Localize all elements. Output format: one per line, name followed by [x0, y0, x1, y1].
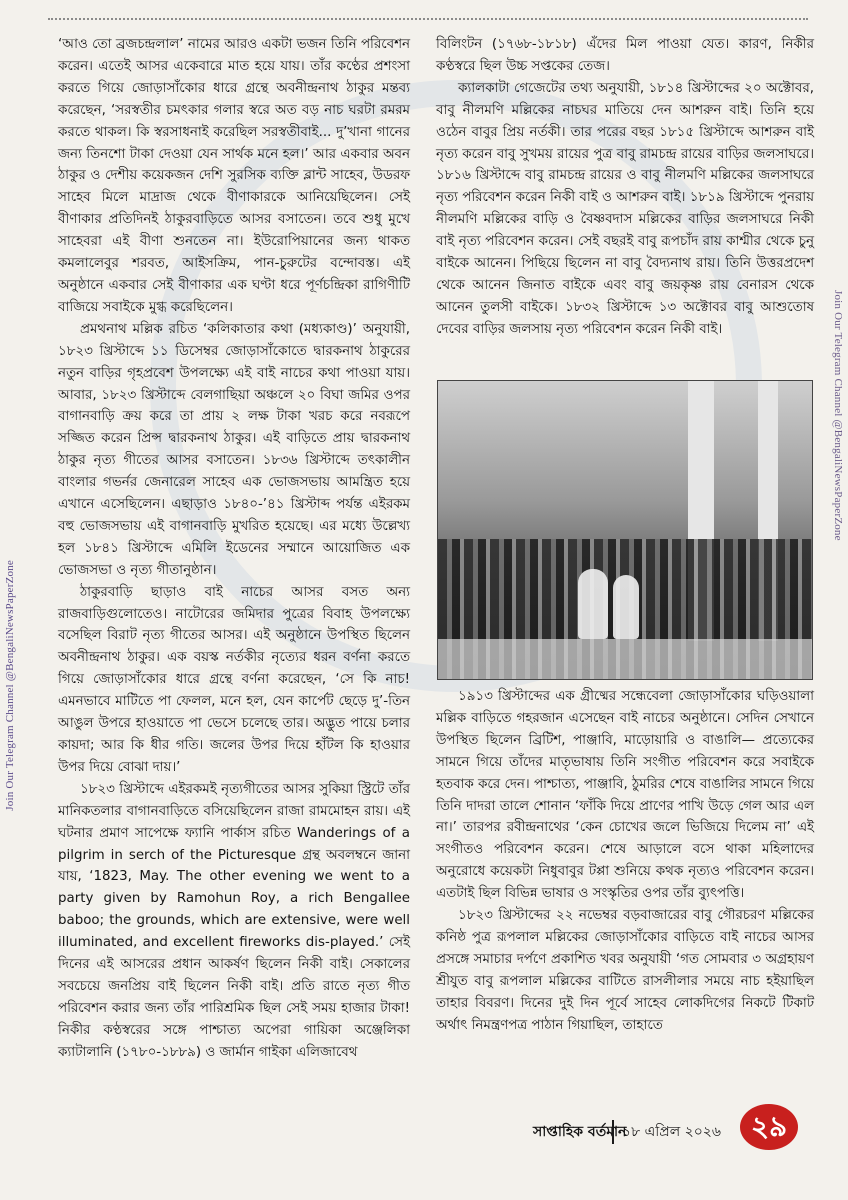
floor-shape: [438, 639, 812, 679]
paragraph: ১৯১৩ খ্রিস্টাব্দের এক গ্রীষ্মের সন্ধেবেলা জোড়াসাঁকোর ঘড়িওয়ালা মল্লিক বাড়িতে গহরজান এসেছেন বাই নাচের অনুষ্ঠানে। সেদিন সেখানে উপস্থিত ছিলেন ব্রিটিশ, পাঞ্জাবি, মাড়োয়ারি ও বাঙালি— প্রত্যেকের সামনে গিয়ে তাঁদের মাতৃভাষায় তিনি সংগীত পরিবেশন করে সবাইকে হতবাক করে দেন। পাশ্চাত্য, পাঞ্জাবি, ঠুমরির শেষে বাঙালির সামনে গিয়ে তিনি দাদরা তালে শোনান ‘ফাঁকি দিয়ে প্রাণের পাখি উড়ে গেল আর এল না।’ তারপর রবীন্দ্রনাথের ‘কেন চোখের জলে ভিজিয়ে দিলেম না’ এই সংগীতও পরিবেশন করেন। শেষে আড়ালে বসে থাকা মহিলাদের অনুরোধে কয়েকটা নিধুবাবুর টপ্পা শুনিয়ে কথক নৃত্যও পরিবেশন করেন। এতটাই ছিল বিভিন্ন ভাষার ও সংস্কৃতির ওপর তাঁর ব্যুৎপত্তি।: [436, 689, 814, 902]
issue-date: ১৮ এপ্রিল ২০২৬: [612, 1120, 721, 1144]
paragraph: ঠাকুরবাড়ি ছাড়াও বাই নাচের আসর বসত অন্য রাজবাড়িগুলোতেও। নাটোরের জমিদার পুত্রের বিবাহ উপলক্ষ্যে বসেছিল বিরাট নৃত্য গীতের আসর। এই অনুষ্ঠানে উপস্থিত ছিলেন অবনীন্দ্রনাথ ঠাকুর। এক বয়স্ক নর্তকীর নৃত্যের ধরন বর্ণনা করতে গিয়ে জোড়াসাঁকোর ধারে গ্রন্থে বর্ণনা করেছেন, ‘সে কি নাচ! এমনভাবে মাটিতে পা ফেলল, মনে হল, যেন কার্পেট ছেড়ে দু’-তিন আঙুল উপরে হাওয়াতে পা ভেসে চলেছে তার। অদ্ভুত পায়ে চলার কায়দা; আর কি ধীর গতি। জলের উপর দিয়ে হাঁটল কি হাওয়ার উপর দিয়ে বোঝা দায়।’: [58, 584, 410, 775]
page-footer: [0, 1110, 848, 1158]
paragraph: ‘আও তো ব্রজচন্দ্রলাল’ নামের আরও একটা ভজন তিনি পরিবেশন করেন। এতেই আসর একেবারে মাত হয়ে যায়। তাঁর কণ্ঠের প্রশংসা করতে গিয়ে জোড়াসাঁকোর ধারে গ্রন্থে অবনীন্দ্রনাথ ঠাকুর মন্তব্য করেছেন, ‘সরস্বতীর চমৎকার গলার স্বরে অত বড় নাচ ঘরটা রমরম করতে থাকল। কি স্বরসাধনাই করেছিল সরস্বতীবাই... দু’খানা গানের জন্য তিনশো টাকা দেওয়া যেন সার্থক মনে হল।’ আর একবার অবন ঠাকুর ও দেশীয় কয়েকজন দেশি সুরসিক ব্যক্তি ব্লান্ট সাহেব, উডরফ সাহেব মিলে মাদ্রাজ থেকে বীণাকারকে আনিয়েছিলেন। সেই বীণাকার প্রতিদিনই ঠাকুরবাড়িতে আসর বসাতেন। তবে শুধু মুখে সাহেবরা এই বীণা শুনতেন না। ইউরোপিয়ানের জন্য থাকত কমলালেবুর শরবত, আইসক্রিম, পান-চুরুটের বন্দোবস্ত। এই অনুষ্ঠানে একবার সেই বীণাকার এক ঘণ্টা ধরে পূর্ণচন্দ্রিকা রাগিণীটি বাজিয়ে সবাইকে মুগ্ধ করেছিলেন।: [58, 37, 410, 315]
paragraph: প্রমথনাথ মল্লিক রচিত ‘কলিকাতার কথা (মধ্যকাণ্ড)’ অনুযায়ী, ১৮২৩ খ্রিস্টাব্দে ১১ ডিসেম্বর জোড়াসাঁকোতে দ্বারকনাথ ঠাকুরের নতুন বাড়ির গৃহপ্রবেশ উপলক্ষ্যে এই বাই নাচের কথা পাওয়া যায়। আবার, ১৮২৩ খ্রিস্টাব্দে বেলগাছিয়া অঞ্চলে ২০ বিঘা জমির ওপর বাগানবাড়ি ক্রয় করে তা প্রায় ২ লক্ষ টাকা খরচ করে নবরূপে সজ্জিত করেন প্রিন্স দ্বারকনাথ ঠাকুর। এই বাড়িতে প্রায় দ্বারকনাথ ঠাকুর নৃত্য গীতের আসর বসাতেন। ১৮৩৬ খ্রিস্টাব্দে তৎকালীন বাংলার গভর্নর জেনারেল সাহেব এক ভোজসভায় আমন্ত্রিত হয়ে এখানে এসেছিলেন। এছাড়াও ১৮৪০-’৪১ খ্রিস্টাব্দ পর্যন্ত এইরকম বহু ভোজসভায় এই বাগানবাড়ি মুখরিত হয়েছে। এর মধ্যে উল্লেখ্য হল ১৮৪১ খ্রিস্টাব্দে এমিলি ইডেনের সম্মানে আয়োজিত এক ভোজসভা ও নৃত্য গীতানুষ্ঠান।: [58, 321, 410, 578]
magazine-name: সাপ্তাহিক বর্তমান: [533, 1124, 627, 1140]
paragraph: বিলিংটন (১৭৬৮-১৮১৮) এঁদের মিল পাওয়া যেত। কারণ, নিকীর কণ্ঠস্বরে ছিল উচ্চ সপ্তকের তেজ।: [436, 37, 814, 74]
side-text-left: Join Our Telegram Channel @BengaliNewsPaperZone: [4, 560, 16, 811]
illustration-dance-gathering: [437, 380, 813, 680]
left-column: [58, 34, 410, 1064]
dancer-figure: [613, 575, 639, 639]
page-number: ২৯: [740, 1104, 798, 1150]
dancer-figure: [578, 569, 608, 639]
paragraph: ১৮২৩ খ্রিস্টাব্দের ২২ নভেম্বর বড়বাজারের বাবু গৌরচরণ মল্লিকের কনিষ্ঠ পুত্র রূপলাল মল্লিকের জোড়াসাঁকোর বাড়িতে বাই নাচের আসর প্রসঙ্গে সমাচার দর্পণে প্রকাশিত খবর অনুযায়ী ‘গত সোমবার ৩ অগ্রহায়ণ শ্রীযুত বাবু রূপলাল মল্লিকের বাটিতে রাসলীলার সময়ে নাচ হইয়াছিল তাহার বিবরণ। দিনের দুই দিন পূর্বে সাহেব লোকদিগের নিকটে টিকাট অর্থাৎ নিমন্ত্রণপত্র পাঠান গিয়াছিল, তাহাতে: [436, 908, 814, 1033]
right-column-top: [436, 34, 814, 341]
paragraph: ক্যালকাটা গেজেটের তথ্য অনুযায়ী, ১৮১৪ খ্রিস্টাব্দের ২০ অক্টোবর, বাবু নীলমণি মল্লিকের নাচঘর মাতিয়ে দেন আশরুন বাই। তিনি হয়ে ওঠেন বাবুর প্রিয় নর্তকী। তার পরের বছর ১৮১৫ খ্রিস্টাব্দে আশরুন বাই নৃত্য করেন বাবু সুখময় রায়ের পুত্র বাবু রামচন্দ্র রায়ের বাড়ির জলসাঘরে। ১৮১৬ খ্রিস্টাব্দে বাবু রামচন্দ্র রায়ের ও বাবু নীলমণি মল্লিকের জলসাঘরে নৃত্য পরিবেশন করেন নিকী বাই ও আশরুন বাই। ১৮১৯ খ্রিস্টাব্দে পুনরায় নীলমণি মল্লিকের বাড়ি ও বৈষ্ণবদাস মল্লিকের বাড়ির জলসাঘরে নিকী বাই নৃত্য পরিবেশন করেন। সেই বছরই বাবু রূপচাঁদ রায় কাশ্মীর থেকে চুনু বাইকে আনেন। পিছিয়ে ছিলেন না বাবু বৈদ্যনাথ রায়। তিনি উত্তরপ্রদেশ থেকে আনেন জিনাত বাইকে এবং বাবু জয়কৃষ্ণ রায় বেনারস থেকে আনেন তুলসী বাইকে। ১৮৩২ খ্রিস্টাব্দে ১৩ অক্টোবর বাবু আশুতোষ দেবের বাড়ির জলসায় নৃত্য পরিবেশন করেন নিকী বাই।: [436, 80, 814, 337]
right-column-bottom: [436, 686, 814, 1037]
top-divider: [48, 18, 808, 20]
side-text-right: Join Our Telegram Channel @BengaliNewsPaperZone: [832, 290, 844, 541]
paragraph: ১৮২৩ খ্রিস্টাব্দে এইরকমই নৃত্যগীতের আসর সুকিয়া স্ট্রিটে তাঁর মানিকতলার বাগানবাড়িতে বসিয়েছিলেন রাজা রামমোহন রায়। এই ঘটনার প্রমাণ সাপেক্ষে ফ্যানি পার্কাস রচিত Wanderings of a pilgrim in serch of the Picturesque গ্রন্থ অবলম্বনে জানা যায়, ‘1823, May. The other evening we went to a party given by Ramohun Roy, a rich Bengallee baboo; the grounds, which are extensive, were well illuminated, and excellent fireworks dis-played.’ সেই দিনের এই আসরের প্রধান আকর্ষণ ছিলেন নিকী বাই। সেকালের সবচেয়ে জনপ্রিয় বাই ছিলেন নিকী বাই। প্রতি রাতে নৃত্য গীত পরিবেশন করার জন্য তাঁর পারিশ্রমিক ছিল সেই সময় হাজার টাকা! নিকীর কণ্ঠস্বরের সঙ্গে পাশ্চাত্য অপেরা গায়িকা অঞ্জেলিকা ক্যাটালানি (১৭৮০-১৮৮৯) ও জার্মান গাইকা এলিজাবেথ: [58, 781, 410, 1060]
